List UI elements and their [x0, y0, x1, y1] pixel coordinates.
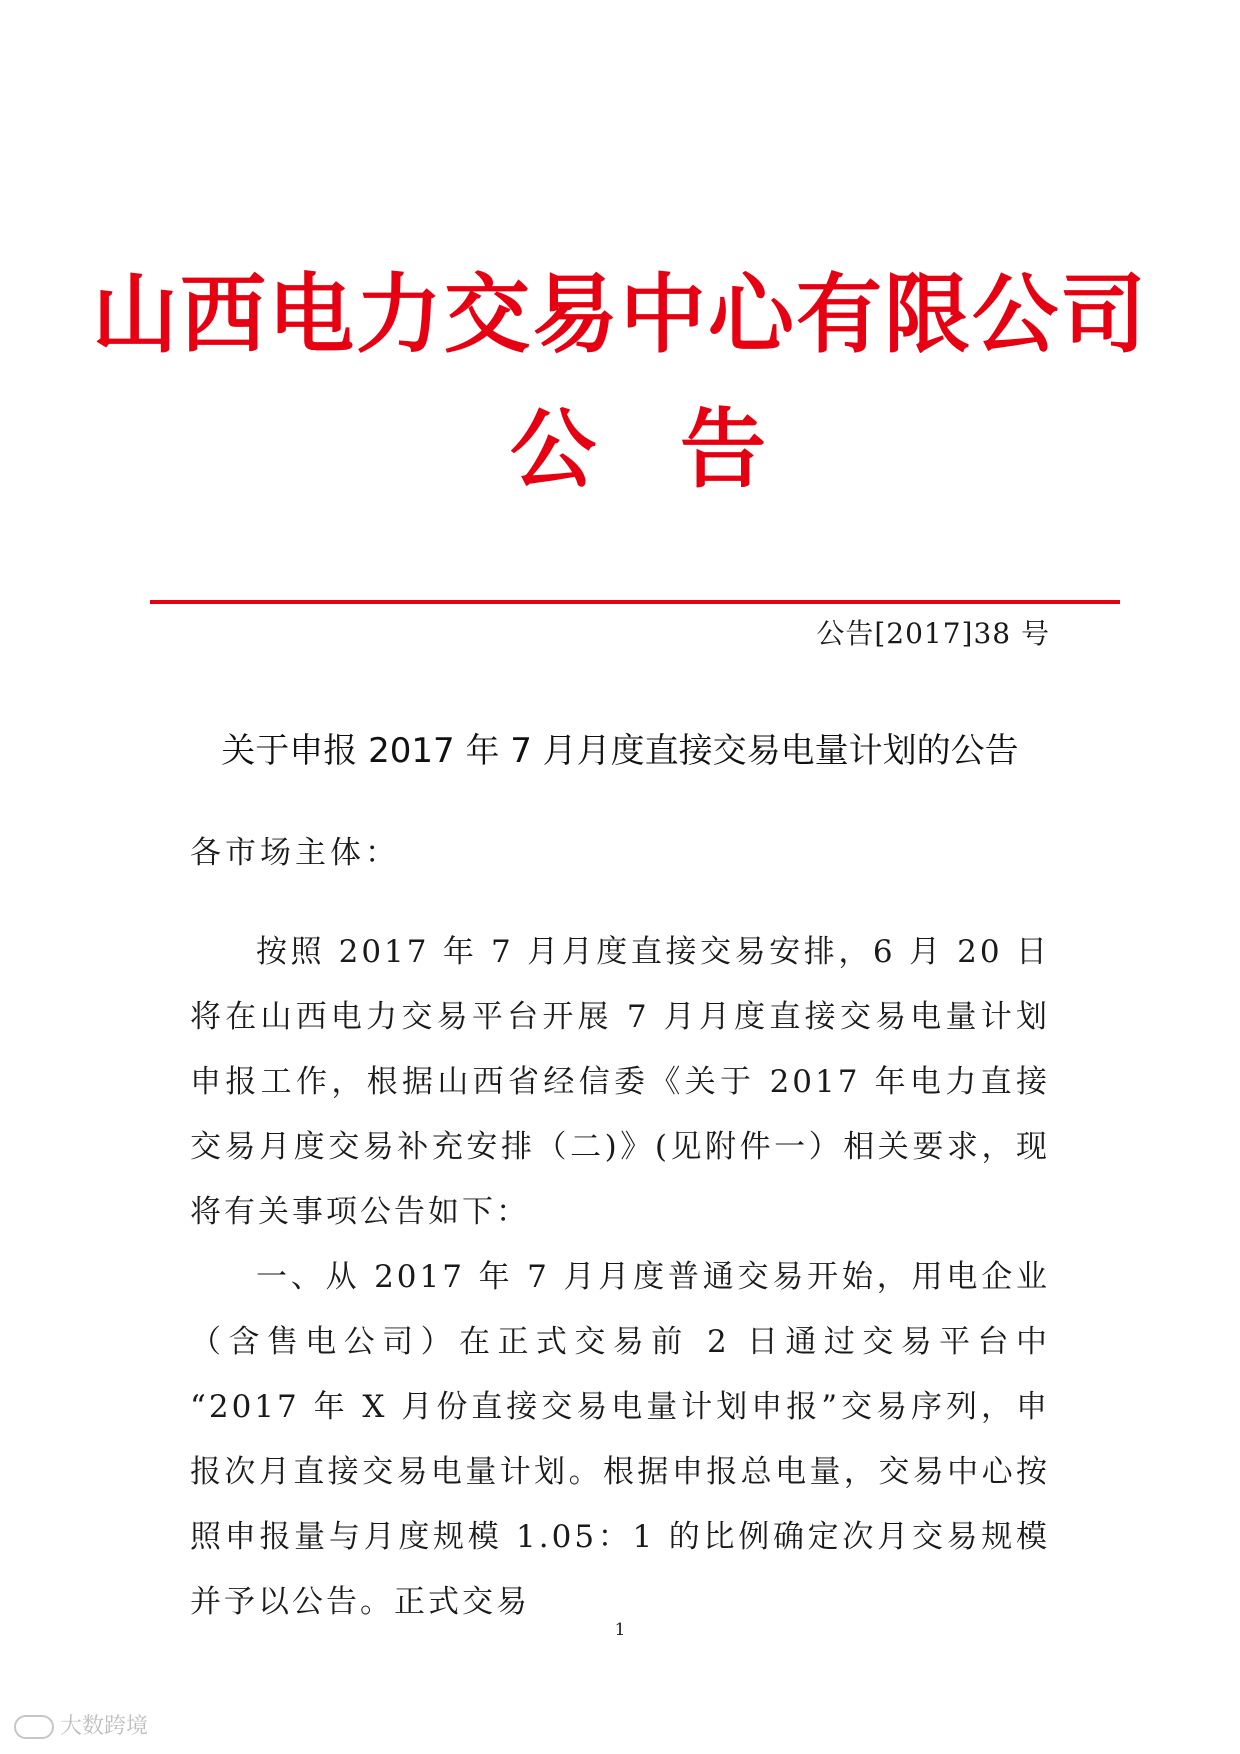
body-paragraph-2: 一、从 2017 年 7 月月度普通交易开始，用电企业（含售电公司）在正式交易前 2 日通过交易平台中 “2017 年 X 月份直接交易电量计划申报”交易序列，申报次月直接交易电量计划。根据申报总电量，交易中心按照申报量与月度规模 1.05：1 的比例确定次月交易规模并予以公告。正式交易 [190, 1259, 1050, 1620]
body-paragraph-1: 按照 2017 年 7 月月度直接交易安排，6 月 20 日将在山西电力交易平台开展 7 月月度直接交易电量计划申报工作，根据山西省经信委《关于 2017 年电力直接交易月度交易补充安排（二)》(见附件一）相关要求，现将有关事项公告如下： [190, 934, 1050, 1230]
notice-title-char-2: 告 [680, 400, 766, 500]
notice-title-char-1: 公 [510, 400, 596, 500]
page-number: 1 [614, 1620, 626, 1640]
salutation: 各市场主体： [190, 835, 400, 871]
watermark [14, 1712, 148, 1742]
watermark-text: 大数跨境 [60, 1714, 149, 1739]
red-divider [150, 600, 1120, 604]
watermark-logo-icon [14, 1715, 54, 1739]
organization-name: 山西电力交易中心有限公司 [92, 265, 1148, 365]
document-number: 公告[2017]38 号 [816, 617, 1050, 650]
document-title: 关于申报 2017 年 7 月月度直接交易电量计划的公告 [221, 731, 1019, 771]
